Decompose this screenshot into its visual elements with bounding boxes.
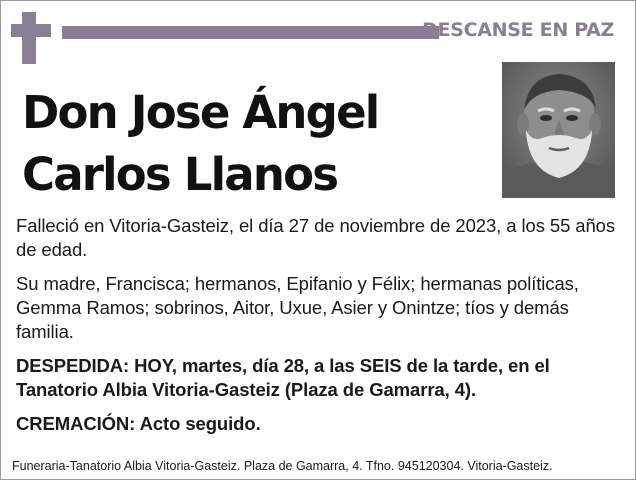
cross-horizontal-bar	[11, 24, 51, 37]
deceased-name-line-1: Don Jose Ángel	[22, 86, 379, 139]
portrait-image	[502, 62, 615, 198]
death-notice-paragraph: Falleció en Vitoria-Gasteiz, el día 27 de noviembre de 2023, a los 55 años de edad.	[16, 215, 616, 260]
cross-vertical-bar	[22, 12, 36, 64]
funeral-home-footer: Funeraria-Tanatorio Albia Vitoria-Gasteiz. Plaza de Gamarra, 4. Tfno. 945120304. Vitoria-Gasteiz.	[12, 459, 553, 473]
farewell-paragraph: DESPEDIDA: HOY, martes, día 28, a las SEIS de la tarde, en el Tanatorio Albia Vitoria-Gasteiz (Plaza de Gamarra, 4).	[16, 355, 550, 400]
header-label: DESCANSE EN PAZ	[422, 19, 614, 41]
deceased-name-line-2: Carlos Llanos	[22, 148, 338, 201]
deceased-name	[22, 82, 482, 206]
cremation-paragraph: CREMACIÓN: Acto seguido.	[16, 413, 261, 434]
header-divider-bar	[62, 26, 439, 39]
family-paragraph: Su madre, Francisca; hermanos, Epifanio y Félix; hermanas políticas, Gemma Ramos; sobrinos, Aitor, Uxue, Asier y Onintze; tíos y demás familia.	[16, 273, 579, 342]
deceased-portrait-photo	[502, 62, 615, 198]
obituary-body	[16, 214, 621, 446]
